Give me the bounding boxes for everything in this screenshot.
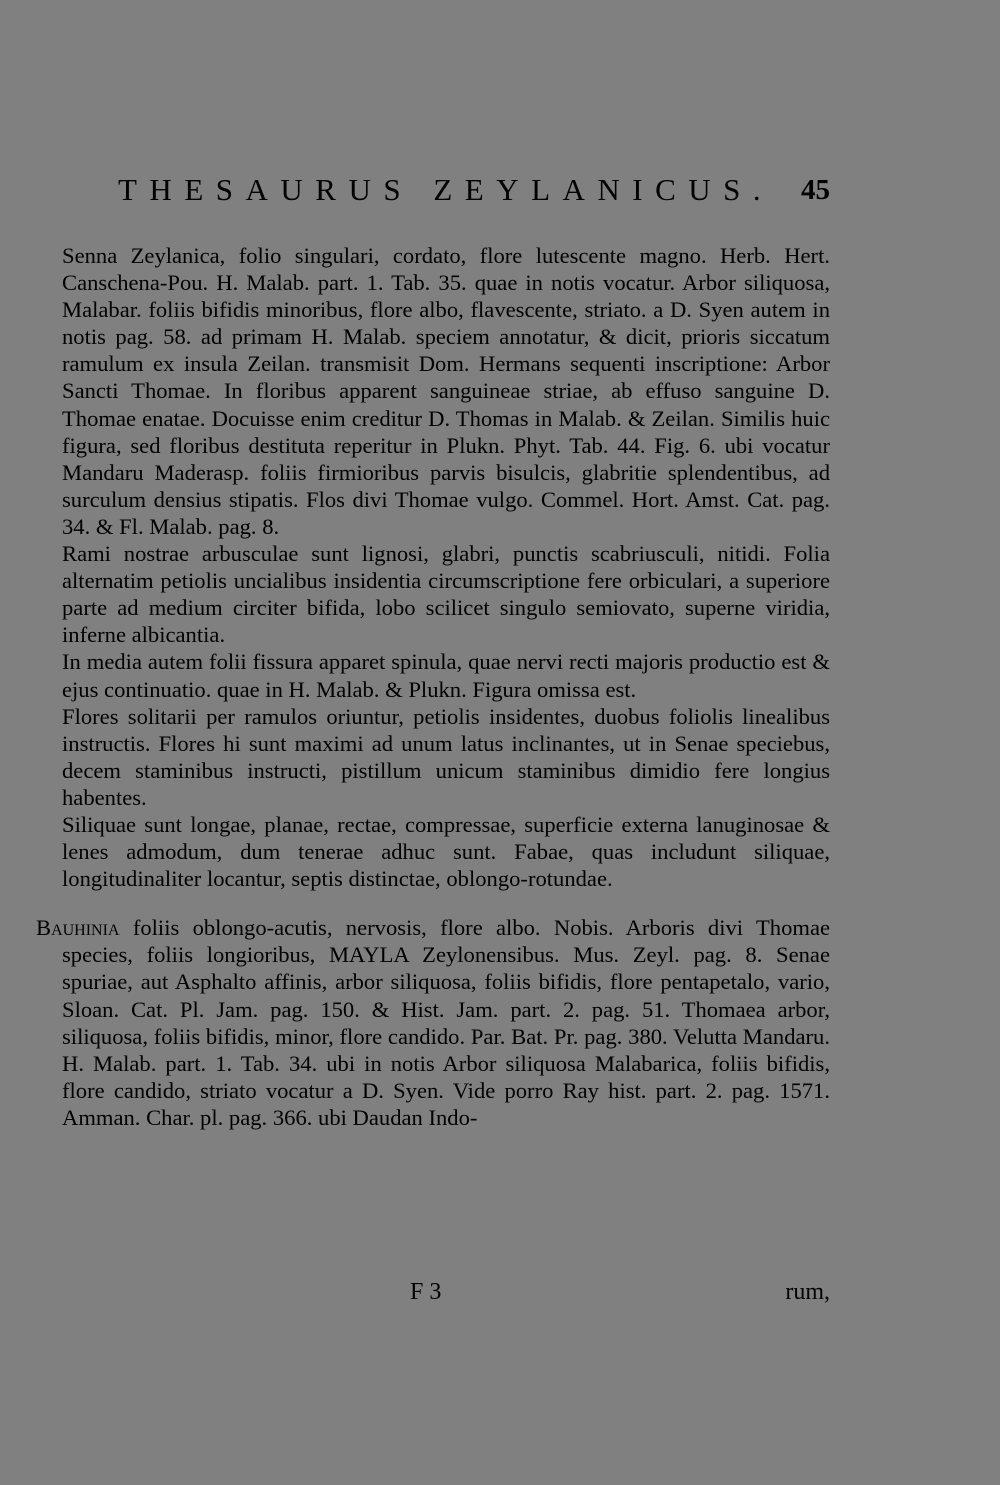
paragraph-flores: Flores solitarii per ramulos oriuntur, petiolis insidentes, duobus foliolis linealibus instructis. Flores hi sunt maximi ad unum latus inclinantes, ut in Senae speciebus, decem staminibus instructi, pistillum unicum staminibus dimidio fere longius habentes. [62,703,830,810]
entry-text: foliis oblongo-acutis, nervosis, flore albo. Nobis. Arboris divi Thomae species, foliis longioribus, MAYLA Zeylonensibus. Mus. Zeyl. pag. 8. Senae spuriae, aut Asphalto affinis, arbor siliquosa, foliis bifidis, flore pentapetalo, vario, Sloan. Cat. Pl. Jam. pag. 150. & Hist. Jam. part. 2. pag. 51. Thomaea arbor, siliquosa, foliis bifidis, minor, flore candido. Par. Bat. Pr. pag. 380. Velutta Mandaru. H. Malab. part. 1. Tab. 34. ubi in notis Arbor siliquosa Malabarica, foliis bifidis, flore candido, striato vocatur a D. Syen. Vide porro Ray hist. part. 2. pag. 1571. Amman. Char. pl. pag. 366. ubi Daudan Indo- [62,915,830,1130]
catchword: rum, [785,1279,830,1305]
paragraph-siliquae: Siliquae sunt longae, planae, rectae, compressae, superficie externa lanuginosae & lenes admodum, dum tenerae adhuc sunt. Fabae, quas includunt siliquae, longitudinaliter locantur, septis distinctae, oblongo-rotundae. [62,811,830,892]
body-text [36,242,830,1131]
paragraph-rami: Rami nostrae arbusculae sunt lignosi, glabri, punctis scabriusculi, nitidi. Folia alternatim petiolis uncialibus insidentia circumscriptione fere orbiculari, a superiore parte ad medium circiter bifida, lobo scilicet singulo semiovato, superne viridia, inferne albicantia. [62,541,830,648]
entry-bauhinia [36,914,830,1131]
running-title: THESAURUS ZEYLANICUS. [118,172,774,207]
entry-head: Bauhinia [36,915,120,941]
running-head [118,170,830,210]
paragraph-folii-fissura: In media autem folii fissura apparet spinula, quae nervi recti majoris productio est & ejus continuatio. quae in H. Malab. & Plukn. Figura omissa est. [62,649,830,702]
paragraph-senna: Senna Zeylanica, folio singulari, cordato, flore lutescente magno. Herb. Hert. Canschena-Pou. H. Malab. part. 1. Tab. 35. quae in notis vocatur. Arbor siliquosa, Malabar. foliis bifidis minoribus, flore albo, flavescente, striato. a D. Syen autem in notis pag. 58. ad primam H. Malab. speciem annotatur, & dicit, prioris siccatum ramulum ex insula Zeilan. transmisit Dom. Hermans sequenti inscriptione: Arbor Sancti Thomae. In floribus apparent sanguineae striae, ab effuso sanguine D. Thomae enatae. Docuisse enim creditur D. Thomas in Malab. & Zeilan. Similis huic figura, sed floribus destituta reperitur in Plukn. Phyt. Tab. 44. Fig. 6. ubi vocatur Mandaru Maderasp. foliis firmioribus parvis bisulcis, glabritie splendentibus, ad surculum densius stipatis. Flos divi Thomae vulgo. Commel. Hort. Amst. Cat. pag. 34. & Fl. Malab. pag. 8. [62,243,830,539]
signature-mark: F 3 [410,1279,442,1305]
page-footer [410,1276,830,1308]
section-gap [62,892,830,914]
page-number: 45 [801,174,830,206]
